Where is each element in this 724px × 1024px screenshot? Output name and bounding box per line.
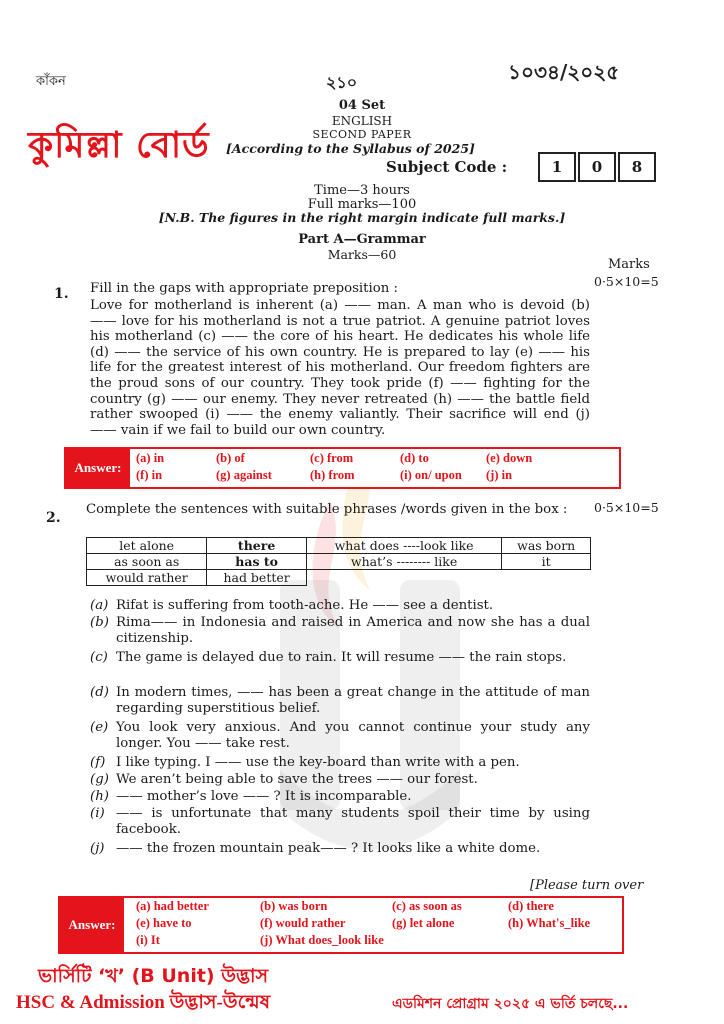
marks-heading: Marks bbox=[608, 257, 650, 272]
answer-item: (c) from bbox=[310, 451, 354, 465]
answer-item: (j) What does_look like bbox=[260, 933, 384, 947]
item-text: Rima—— in Indonesia and raised in America and now she has a dual citizenship. bbox=[116, 615, 590, 646]
table-row bbox=[87, 538, 591, 554]
item-label: (h) bbox=[90, 789, 109, 804]
table-cell: it bbox=[502, 554, 591, 570]
answer-item: (h) from bbox=[310, 468, 355, 482]
question-number: 2. bbox=[46, 510, 61, 526]
passage-text: Love for motherland is inherent (a) —— man. A man who is devoid (b) —— love for his motherland is not a true patriot. A genuine patriot loves his motherland (c) —— the core of his heart. He dedicates his whole life (d) —— the service of his own country. He is prepared to lay (e) —— his life for the greatest interest of his motherland. Our freedom fighters are the proud sons of our country. They took pride (f) —— fighting for the country (g) —— our enemy. They never retreated (h) —— the battle field rather swooped (i) —— the enemy valiantly. Their sacrifice will end (j) —— vain if we fail to build our own country. bbox=[90, 298, 590, 438]
item-label: (c) bbox=[90, 650, 108, 665]
item-text: —— mother’s love —— ? It is incomparable. bbox=[116, 789, 412, 804]
syllabus-note: [According to the Syllabus of 2025] bbox=[226, 141, 475, 156]
answer-item: (i) It bbox=[136, 933, 160, 947]
answer-item: (e) down bbox=[486, 451, 533, 465]
board-title: কুমিল্লা বোর্ড bbox=[28, 125, 210, 166]
footer-line-1: ভার্সিটি ‘খ’ (B Unit) উদ্ভাস bbox=[38, 965, 269, 987]
table-row bbox=[87, 554, 591, 570]
table-cell: let alone bbox=[87, 538, 207, 554]
answer-item: (g) against bbox=[216, 468, 272, 482]
subject-name: ENGLISH bbox=[331, 114, 393, 128]
list-item bbox=[90, 755, 590, 771]
item-text: I like typing. I —— use the key-board than write with a pen. bbox=[116, 755, 520, 770]
table-cell bbox=[306, 570, 502, 586]
answer-item: (f) in bbox=[136, 468, 163, 482]
subject-code-digit: 0 bbox=[578, 152, 616, 182]
list-item bbox=[90, 789, 590, 805]
full-marks-label: Full marks—100 bbox=[307, 197, 417, 212]
top-left-note: কাঁকন bbox=[36, 74, 66, 89]
word-box-table bbox=[86, 537, 591, 586]
table-cell: was born bbox=[502, 538, 591, 554]
item-text: Rifat is suffering from tooth-ache. He —— see a dentist. bbox=[116, 598, 494, 613]
answer-item: (h) What's_like bbox=[508, 916, 591, 930]
answer-item: (b) was born bbox=[260, 899, 328, 913]
answer-box bbox=[64, 447, 621, 489]
time-label: Time—3 hours bbox=[314, 183, 410, 198]
part-title: Part A—Grammar bbox=[298, 232, 426, 247]
table-cell: what does ----look like bbox=[306, 538, 502, 554]
answer-item: (d) to bbox=[400, 451, 429, 465]
turn-over-note: [Please turn over bbox=[530, 878, 644, 893]
table-cell: has to bbox=[207, 554, 306, 570]
question-instruction: Complete the sentences with suitable phrases /words given in the box : bbox=[86, 502, 568, 517]
table-cell: there bbox=[207, 538, 306, 554]
list-item bbox=[90, 841, 590, 857]
list-item bbox=[90, 685, 590, 716]
subject-code-label: Subject Code : bbox=[386, 158, 508, 176]
paper-name: SECOND PAPER bbox=[312, 128, 412, 141]
list-item bbox=[90, 720, 590, 751]
item-label: (i) bbox=[90, 806, 105, 821]
question-instruction: Fill in the gaps with appropriate preposition : bbox=[90, 281, 399, 296]
answer-label: Answer: bbox=[60, 898, 124, 952]
item-label: (a) bbox=[90, 598, 109, 613]
list-item bbox=[90, 598, 590, 614]
list-item bbox=[90, 615, 590, 646]
item-label: (f) bbox=[90, 755, 106, 770]
answer-label: Answer: bbox=[66, 449, 130, 487]
item-text: —— the frozen mountain peak—— ? It looks like a white dome. bbox=[116, 841, 541, 856]
subject-code-digit: 8 bbox=[618, 152, 656, 182]
answer-item: (b) of bbox=[216, 451, 245, 465]
answer-item: (f) would rather bbox=[260, 916, 346, 930]
subject-code-digit: 1 bbox=[538, 152, 576, 182]
answer-box bbox=[58, 896, 624, 954]
answer-item: (e) have to bbox=[136, 916, 192, 930]
item-text: We aren’t being able to save the trees —— our forest. bbox=[116, 772, 478, 787]
item-label: (j) bbox=[90, 841, 105, 856]
answer-item: (g) let alone bbox=[392, 916, 455, 930]
table-cell: what’s -------- like bbox=[306, 554, 502, 570]
item-label: (d) bbox=[90, 685, 109, 700]
set-label: 04 Set bbox=[338, 98, 386, 113]
answer-item: (a) had better bbox=[136, 899, 209, 913]
page-number: ২১০ bbox=[326, 73, 358, 92]
footer-right: এডমিশন প্রোগ্রাম ২০২৫ এ ভর্তি চলছে... bbox=[392, 996, 629, 1012]
list-item bbox=[90, 650, 590, 666]
nb-note: [N.B. The figures in the right margin indicate full marks.] bbox=[158, 210, 566, 225]
item-label: (g) bbox=[90, 772, 109, 787]
part-marks: Marks—60 bbox=[327, 247, 397, 262]
answer-item: (a) in bbox=[136, 451, 165, 465]
table-cell: as soon as bbox=[87, 554, 207, 570]
answer-item: (j) in bbox=[486, 468, 513, 482]
question-number: 1. bbox=[54, 286, 69, 302]
serial-number: ১০৩৪/২০২৫ bbox=[508, 60, 620, 84]
list-item bbox=[90, 806, 590, 837]
table-cell: had better bbox=[207, 570, 306, 586]
answer-item: (i) on/ upon bbox=[400, 468, 462, 482]
list-item bbox=[90, 772, 590, 788]
table-cell: would rather bbox=[87, 570, 207, 586]
item-text: The game is delayed due to rain. It will resume —— the rain stops. bbox=[116, 650, 567, 665]
item-text: —— is unfortunate that many students spoil their time by using facebook. bbox=[116, 806, 590, 837]
item-text: You look very anxious. And you cannot continue your study any longer. You —— take rest. bbox=[116, 720, 590, 751]
item-text: In modern times, —— has been a great change in the attitude of man regarding superstitious belief. bbox=[116, 685, 590, 716]
question-marks: 0·5×10=5 bbox=[594, 274, 659, 289]
footer-line-2: HSC & Admission উদ্ভাস-উন্মেষ bbox=[16, 992, 271, 1013]
table-row bbox=[87, 570, 591, 586]
question-marks: 0·5×10=5 bbox=[594, 500, 659, 515]
table-cell bbox=[502, 570, 591, 586]
item-label: (b) bbox=[90, 615, 109, 630]
item-label: (e) bbox=[90, 720, 109, 735]
answer-item: (d) there bbox=[508, 899, 554, 913]
answer-item: (c) as soon as bbox=[392, 899, 462, 913]
